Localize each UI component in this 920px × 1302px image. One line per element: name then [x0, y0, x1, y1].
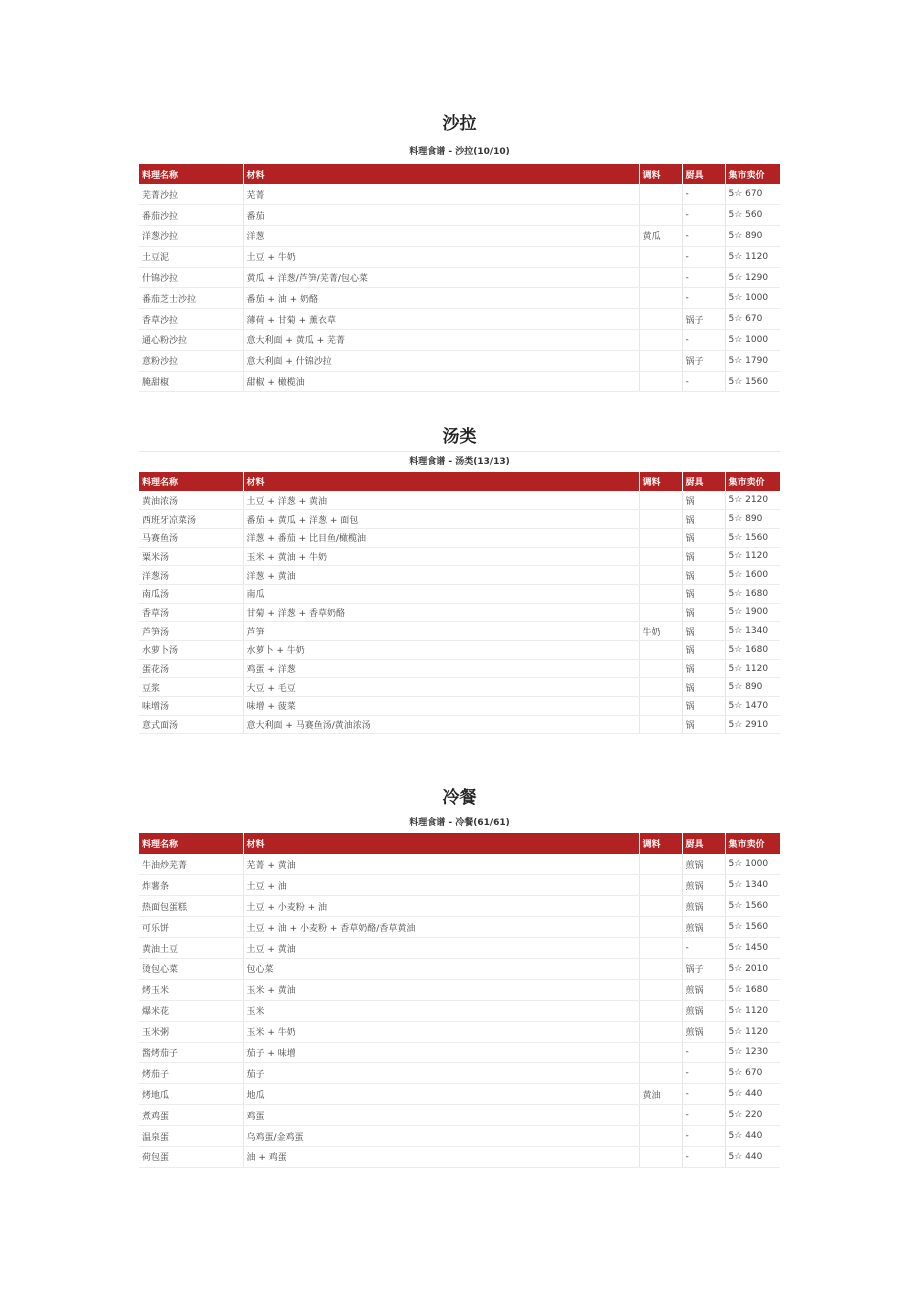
- price-cell: 5☆ 1450: [725, 938, 780, 959]
- recipe-table: [139, 164, 780, 392]
- seasoning-cell: [639, 1126, 682, 1147]
- cookware-cell: 煎锅: [682, 1021, 725, 1042]
- seasoning-cell: [639, 371, 682, 392]
- cookware-cell: 锅: [682, 510, 725, 529]
- table-row: [139, 267, 780, 288]
- ingredients-cell: 土豆 + 洋葱 + 黄油: [243, 491, 639, 510]
- dish-name-cell: 蛋花汤: [139, 659, 243, 678]
- cookware-cell: 锅: [682, 659, 725, 678]
- ingredients-cell: 地瓜: [243, 1084, 639, 1105]
- cookware-cell: 煎锅: [682, 1000, 725, 1021]
- dish-name-cell: 烤茄子: [139, 1063, 243, 1084]
- cookware-cell: -: [682, 371, 725, 392]
- seasoning-cell: [639, 309, 682, 330]
- seasoning-cell: 牛奶: [639, 622, 682, 641]
- seasoning-cell: [639, 566, 682, 585]
- price-cell: 5☆ 440: [725, 1084, 780, 1105]
- table-row: [139, 1084, 780, 1105]
- cookware-cell: 煎锅: [682, 979, 725, 1000]
- dish-name-cell: 西班牙凉菜汤: [139, 510, 243, 529]
- price-cell: 5☆ 1900: [725, 603, 780, 622]
- ingredients-cell: 土豆 + 油: [243, 875, 639, 896]
- seasoning-cell: [639, 205, 682, 226]
- seasoning-cell: [639, 715, 682, 734]
- table-caption: 料理食谱 - 沙拉(10/10): [409, 147, 510, 157]
- cookware-cell: -: [682, 1042, 725, 1063]
- dish-name-cell: 黄油浓汤: [139, 491, 243, 510]
- dish-name-cell: 烫包心菜: [139, 958, 243, 979]
- cookware-cell: -: [682, 1063, 725, 1084]
- table-row: [139, 854, 780, 875]
- section-soup: [139, 426, 780, 734]
- dish-name-cell: 可乐饼: [139, 917, 243, 938]
- header-seasoning: 调料: [639, 833, 682, 854]
- cookware-cell: -: [682, 1084, 725, 1105]
- seasoning-cell: [639, 958, 682, 979]
- table-row: [139, 917, 780, 938]
- dish-name-cell: 土豆泥: [139, 246, 243, 267]
- ingredients-cell: 鸡蛋 + 洋葱: [243, 659, 639, 678]
- price-cell: 5☆ 890: [725, 226, 780, 247]
- recipe-table: [139, 472, 780, 734]
- cookware-cell: 锅子: [682, 350, 725, 371]
- header-dish-name: 料理名称: [139, 472, 243, 491]
- ingredients-cell: 玉米 + 黄油: [243, 979, 639, 1000]
- seasoning-cell: [639, 938, 682, 959]
- price-cell: 5☆ 440: [725, 1146, 780, 1167]
- dish-name-cell: 温泉蛋: [139, 1126, 243, 1147]
- seasoning-cell: [639, 510, 682, 529]
- header-seasoning: 调料: [639, 472, 682, 491]
- price-cell: 5☆ 2910: [725, 715, 780, 734]
- price-cell: 5☆ 1560: [725, 896, 780, 917]
- table-row: [139, 875, 780, 896]
- header-seasoning: 调料: [639, 164, 682, 184]
- price-cell: 5☆ 1120: [725, 1000, 780, 1021]
- ingredients-cell: 芜菁 + 黄油: [243, 854, 639, 875]
- seasoning-cell: [639, 547, 682, 566]
- table-row: [139, 350, 780, 371]
- cookware-cell: 锅: [682, 622, 725, 641]
- section-title: 汤类: [442, 427, 477, 447]
- dish-name-cell: 热面包蛋糕: [139, 896, 243, 917]
- ingredients-cell: 油 + 鸡蛋: [243, 1146, 639, 1167]
- ingredients-cell: 番茄: [243, 205, 639, 226]
- seasoning-cell: [639, 1063, 682, 1084]
- table-row: [139, 1063, 780, 1084]
- cookware-cell: -: [682, 938, 725, 959]
- cookware-cell: -: [682, 1146, 725, 1167]
- table-row: [139, 528, 780, 547]
- seasoning-cell: [639, 584, 682, 603]
- header-dish-name: 料理名称: [139, 164, 243, 184]
- seasoning-cell: [639, 917, 682, 938]
- cookware-cell: -: [682, 226, 725, 247]
- ingredients-cell: 甘菊 + 洋葱 + 香草奶酪: [243, 603, 639, 622]
- price-cell: 5☆ 220: [725, 1105, 780, 1126]
- table-row: [139, 938, 780, 959]
- cookware-cell: 锅: [682, 715, 725, 734]
- ingredients-cell: 南瓜: [243, 584, 639, 603]
- table-row: [139, 659, 780, 678]
- ingredients-cell: 意大利面 + 黄瓜 + 芜菁: [243, 330, 639, 351]
- seasoning-cell: [639, 697, 682, 716]
- dish-name-cell: 炸薯条: [139, 875, 243, 896]
- header-market-price: 集市卖价: [725, 833, 780, 854]
- cookware-cell: 锅: [682, 603, 725, 622]
- price-cell: 5☆ 1120: [725, 246, 780, 267]
- dish-name-cell: 煮鸡蛋: [139, 1105, 243, 1126]
- ingredients-cell: 玉米 + 牛奶: [243, 1021, 639, 1042]
- dish-name-cell: 香草沙拉: [139, 309, 243, 330]
- table-header-row: [139, 472, 780, 491]
- cookware-cell: -: [682, 1105, 725, 1126]
- cookware-cell: 锅: [682, 697, 725, 716]
- price-cell: 5☆ 1340: [725, 875, 780, 896]
- seasoning-cell: [639, 267, 682, 288]
- seasoning-cell: [639, 875, 682, 896]
- dish-name-cell: 意式面汤: [139, 715, 243, 734]
- seasoning-cell: [639, 288, 682, 309]
- dish-name-cell: 黄油土豆: [139, 938, 243, 959]
- price-cell: 5☆ 1120: [725, 1021, 780, 1042]
- header-dish-name: 料理名称: [139, 833, 243, 854]
- cookware-cell: -: [682, 246, 725, 267]
- table-row: [139, 715, 780, 734]
- ingredients-cell: 土豆 + 牛奶: [243, 246, 639, 267]
- price-cell: 5☆ 1680: [725, 641, 780, 660]
- table-row: [139, 622, 780, 641]
- cookware-cell: 锅: [682, 528, 725, 547]
- price-cell: 5☆ 1000: [725, 854, 780, 875]
- price-cell: 5☆ 1560: [725, 371, 780, 392]
- cookware-cell: -: [682, 1126, 725, 1147]
- ingredients-cell: 茄子: [243, 1063, 639, 1084]
- ingredients-cell: 番茄 + 黄瓜 + 洋葱 + 面包: [243, 510, 639, 529]
- table-row: [139, 288, 780, 309]
- table-header-row: [139, 164, 780, 184]
- section-cold-dishes: [139, 787, 780, 1168]
- table-row: [139, 678, 780, 697]
- seasoning-cell: [639, 184, 682, 205]
- ingredients-cell: 黄瓜 + 洋葱/芦笋/芜菁/包心菜: [243, 267, 639, 288]
- dish-name-cell: 洋葱沙拉: [139, 226, 243, 247]
- cookware-cell: -: [682, 184, 725, 205]
- cookware-cell: 锅子: [682, 309, 725, 330]
- ingredients-cell: 鸡蛋: [243, 1105, 639, 1126]
- ingredients-cell: 薄荷 + 甘菊 + 薰衣草: [243, 309, 639, 330]
- ingredients-cell: 水萝卜 + 牛奶: [243, 641, 639, 660]
- table-row: [139, 491, 780, 510]
- table-row: [139, 1021, 780, 1042]
- header-cookware: 厨具: [682, 472, 725, 491]
- dish-name-cell: 玉米粥: [139, 1021, 243, 1042]
- seasoning-cell: [639, 330, 682, 351]
- dish-name-cell: 粟米汤: [139, 547, 243, 566]
- cookware-cell: 锅: [682, 566, 725, 585]
- header-ingredients: 材料: [243, 833, 639, 854]
- section-title: 沙拉: [442, 114, 477, 134]
- dish-name-cell: 爆米花: [139, 1000, 243, 1021]
- dish-name-cell: 豆浆: [139, 678, 243, 697]
- table-row: [139, 205, 780, 226]
- ingredients-cell: 土豆 + 油 + 小麦粉 + 香草奶酪/香草黄油: [243, 917, 639, 938]
- header-market-price: 集市卖价: [725, 164, 780, 184]
- cookware-cell: 煎锅: [682, 917, 725, 938]
- price-cell: 5☆ 1000: [725, 330, 780, 351]
- table-row: [139, 1146, 780, 1167]
- ingredients-cell: 土豆 + 小麦粉 + 油: [243, 896, 639, 917]
- table-row: [139, 246, 780, 267]
- cookware-cell: 锅: [682, 584, 725, 603]
- ingredients-cell: 味增 + 菠菜: [243, 697, 639, 716]
- dish-name-cell: 荷包蛋: [139, 1146, 243, 1167]
- dish-name-cell: 烤玉米: [139, 979, 243, 1000]
- price-cell: 5☆ 1120: [725, 547, 780, 566]
- ingredients-cell: 意大利面 + 马赛鱼汤/黄油浓汤: [243, 715, 639, 734]
- dish-name-cell: 芦笋汤: [139, 622, 243, 641]
- price-cell: 5☆ 890: [725, 678, 780, 697]
- table-row: [139, 330, 780, 351]
- table-row: [139, 371, 780, 392]
- header-cookware: 厨具: [682, 164, 725, 184]
- table-row: [139, 641, 780, 660]
- table-row: [139, 979, 780, 1000]
- ingredients-cell: 包心菜: [243, 958, 639, 979]
- cookware-cell: 锅: [682, 547, 725, 566]
- price-cell: 5☆ 1600: [725, 566, 780, 585]
- table-row: [139, 1126, 780, 1147]
- seasoning-cell: [639, 1042, 682, 1063]
- price-cell: 5☆ 440: [725, 1126, 780, 1147]
- price-cell: 5☆ 890: [725, 510, 780, 529]
- price-cell: 5☆ 1470: [725, 697, 780, 716]
- ingredients-cell: 甜椒 + 橄榄油: [243, 371, 639, 392]
- price-cell: 5☆ 1340: [725, 622, 780, 641]
- dish-name-cell: 番茄沙拉: [139, 205, 243, 226]
- dish-name-cell: 洋葱汤: [139, 566, 243, 585]
- cookware-cell: 锅子: [682, 958, 725, 979]
- dish-name-cell: 腌甜椒: [139, 371, 243, 392]
- table-row: [139, 603, 780, 622]
- cookware-cell: 锅: [682, 641, 725, 660]
- header-ingredients: 材料: [243, 164, 639, 184]
- ingredients-cell: 洋葱 + 番茄 + 比目鱼/橄榄油: [243, 528, 639, 547]
- header-cookware: 厨具: [682, 833, 725, 854]
- dish-name-cell: 什锦沙拉: [139, 267, 243, 288]
- seasoning-cell: [639, 350, 682, 371]
- cookware-cell: -: [682, 288, 725, 309]
- dish-name-cell: 通心粉沙拉: [139, 330, 243, 351]
- cookware-cell: -: [682, 267, 725, 288]
- price-cell: 5☆ 2120: [725, 491, 780, 510]
- price-cell: 5☆ 1230: [725, 1042, 780, 1063]
- table-row: [139, 584, 780, 603]
- table-row: [139, 1000, 780, 1021]
- ingredients-cell: 大豆 + 毛豆: [243, 678, 639, 697]
- price-cell: 5☆ 1120: [725, 659, 780, 678]
- header-ingredients: 材料: [243, 472, 639, 491]
- ingredients-cell: 土豆 + 黄油: [243, 938, 639, 959]
- price-cell: 5☆ 670: [725, 1063, 780, 1084]
- seasoning-cell: [639, 603, 682, 622]
- table-header-row: [139, 833, 780, 854]
- ingredients-cell: 意大利面 + 什锦沙拉: [243, 350, 639, 371]
- table-row: [139, 309, 780, 330]
- dish-name-cell: 意粉沙拉: [139, 350, 243, 371]
- ingredients-cell: 玉米: [243, 1000, 639, 1021]
- seasoning-cell: [639, 1000, 682, 1021]
- dish-name-cell: 马赛鱼汤: [139, 528, 243, 547]
- seasoning-cell: [639, 641, 682, 660]
- table-row: [139, 510, 780, 529]
- dish-name-cell: 烤地瓜: [139, 1084, 243, 1105]
- dish-name-cell: 芜菁沙拉: [139, 184, 243, 205]
- table-row: [139, 1105, 780, 1126]
- price-cell: 5☆ 1680: [725, 584, 780, 603]
- table-row: [139, 697, 780, 716]
- cookware-cell: 煎锅: [682, 896, 725, 917]
- dish-name-cell: 南瓜汤: [139, 584, 243, 603]
- cookware-cell: 煎锅: [682, 854, 725, 875]
- recipe-table: [139, 833, 780, 1168]
- seasoning-cell: [639, 979, 682, 1000]
- price-cell: 5☆ 670: [725, 309, 780, 330]
- seasoning-cell: [639, 896, 682, 917]
- table-caption: 料理食谱 - 冷餐(61/61): [409, 818, 510, 828]
- table-row: [139, 547, 780, 566]
- price-cell: 5☆ 2010: [725, 958, 780, 979]
- cookware-cell: 锅: [682, 678, 725, 697]
- header-market-price: 集市卖价: [725, 472, 780, 491]
- table-row: [139, 566, 780, 585]
- seasoning-cell: 黄油: [639, 1084, 682, 1105]
- seasoning-cell: [639, 1105, 682, 1126]
- dish-name-cell: 香草汤: [139, 603, 243, 622]
- ingredients-cell: 乌鸡蛋/金鸡蛋: [243, 1126, 639, 1147]
- price-cell: 5☆ 1790: [725, 350, 780, 371]
- ingredients-cell: 芜菁: [243, 184, 639, 205]
- seasoning-cell: [639, 246, 682, 267]
- ingredients-cell: 洋葱 + 黄油: [243, 566, 639, 585]
- seasoning-cell: 黄瓜: [639, 226, 682, 247]
- price-cell: 5☆ 1560: [725, 528, 780, 547]
- ingredients-cell: 茄子 + 味增: [243, 1042, 639, 1063]
- ingredients-cell: 洋葱: [243, 226, 639, 247]
- dish-name-cell: 酱烤茄子: [139, 1042, 243, 1063]
- dish-name-cell: 牛油炒芜菁: [139, 854, 243, 875]
- seasoning-cell: [639, 1146, 682, 1167]
- seasoning-cell: [639, 854, 682, 875]
- price-cell: 5☆ 1000: [725, 288, 780, 309]
- dish-name-cell: 水萝卜汤: [139, 641, 243, 660]
- seasoning-cell: [639, 659, 682, 678]
- price-cell: 5☆ 1290: [725, 267, 780, 288]
- price-cell: 5☆ 670: [725, 184, 780, 205]
- cookware-cell: -: [682, 205, 725, 226]
- section-salad: [139, 113, 780, 392]
- dish-name-cell: 番茄芝士沙拉: [139, 288, 243, 309]
- table-row: [139, 1042, 780, 1063]
- price-cell: 5☆ 1680: [725, 979, 780, 1000]
- seasoning-cell: [639, 678, 682, 697]
- cookware-cell: 煎锅: [682, 875, 725, 896]
- seasoning-cell: [639, 1021, 682, 1042]
- section-title: 冷餐: [442, 788, 477, 808]
- cookware-cell: 锅: [682, 491, 725, 510]
- table-row: [139, 226, 780, 247]
- dish-name-cell: 味增汤: [139, 697, 243, 716]
- table-row: [139, 184, 780, 205]
- price-cell: 5☆ 1560: [725, 917, 780, 938]
- table-row: [139, 958, 780, 979]
- table-row: [139, 896, 780, 917]
- ingredients-cell: 芦笋: [243, 622, 639, 641]
- seasoning-cell: [639, 491, 682, 510]
- ingredients-cell: 玉米 + 黄油 + 牛奶: [243, 547, 639, 566]
- price-cell: 5☆ 560: [725, 205, 780, 226]
- cookware-cell: -: [682, 330, 725, 351]
- seasoning-cell: [639, 528, 682, 547]
- ingredients-cell: 番茄 + 油 + 奶酪: [243, 288, 639, 309]
- table-caption: 料理食谱 - 汤类(13/13): [409, 457, 510, 467]
